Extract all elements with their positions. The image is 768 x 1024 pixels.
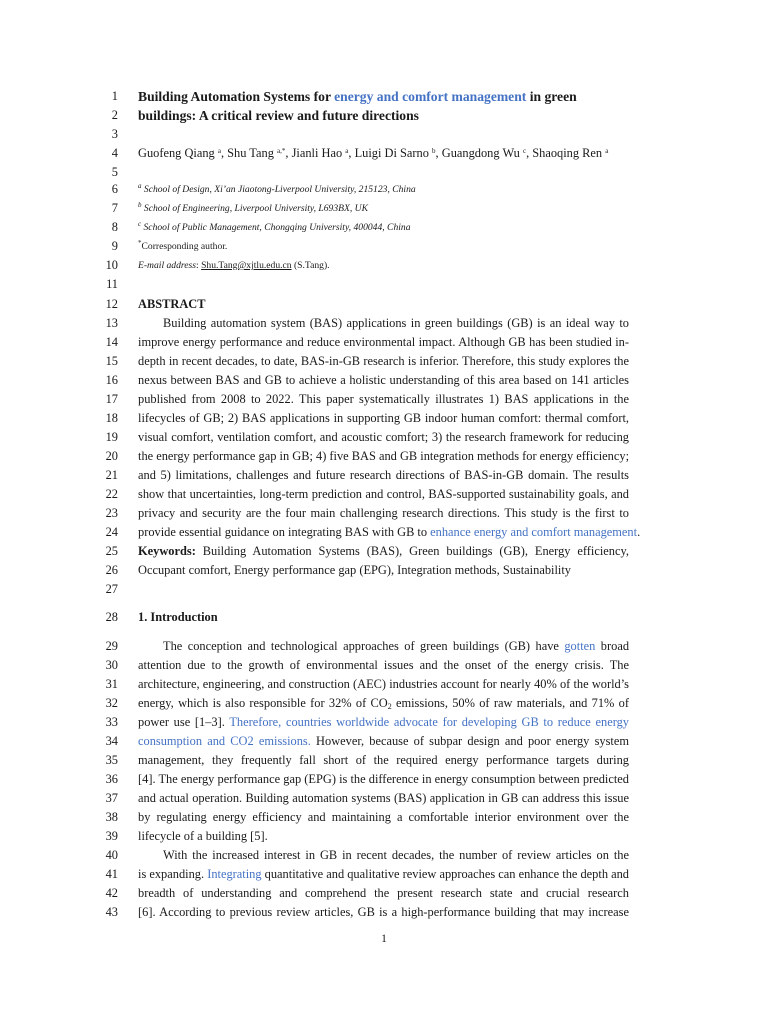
abstract-text: improve energy performance and reduce environmental impact. Although GB has been studied in-: [138, 335, 629, 349]
author-name: Jianli Hao: [291, 146, 343, 160]
intro-text: quantitative and qualitative review approaches can enhance the depth and: [261, 867, 629, 881]
author-line: [0, 144, 768, 163]
abstract-text: privacy and security are the four main challenging research directions. This study is the first to: [138, 506, 629, 520]
intro-text: emissions, 50% of raw materials, and 71% of: [391, 696, 629, 710]
line-number-row: [0, 580, 768, 599]
line-number: 19: [105, 430, 118, 444]
author-name: Shaoqing Ren: [532, 146, 603, 160]
line-number: 9: [111, 239, 118, 253]
intro-highlight: consumption and CO2 emissions.: [138, 734, 311, 748]
abstract-line: [0, 333, 768, 352]
line-number: 39: [105, 829, 118, 843]
intro-text: management, they frequently fall short of the required energy performance targets during: [138, 753, 629, 767]
intro-line: [0, 656, 768, 675]
line-number-row: [0, 125, 768, 144]
title-text: buildings: A critical review and future directions: [138, 108, 419, 123]
title-line-2: [0, 106, 768, 125]
line-number: 17: [105, 392, 118, 406]
intro-highlight: gotten: [564, 639, 596, 653]
intro-text: However, because of subpar design and poor energy system: [310, 734, 629, 748]
email-link[interactable]: Shu.Tang@xjtlu.edu.cn: [201, 260, 292, 271]
corresponding-sup: *: [138, 239, 142, 247]
line-number: 37: [105, 791, 118, 805]
line-number: 30: [105, 658, 118, 672]
intro-text: breadth of understanding and comprehend the present research state and crucial research: [138, 886, 629, 900]
title-part: Building Automation Systems for: [138, 89, 335, 104]
line-number-row: [0, 275, 768, 294]
abstract-text: and 5) limitations, challenges and future research directions of BAS-in-GB domain. The results: [138, 468, 629, 482]
line-number: 35: [105, 753, 118, 767]
intro-line: [0, 751, 768, 770]
author-affiliation-sup: a: [217, 147, 221, 155]
line-number: 15: [105, 354, 118, 368]
line-number: 8: [111, 220, 118, 234]
abstract-line: [0, 409, 768, 428]
line-number: 23: [105, 506, 118, 520]
abstract-text: depth in recent decades, to date, BAS-in-GB research is inferior. Therefore, this study explores the: [138, 354, 629, 368]
abstract-line: [0, 371, 768, 390]
abstract-line: [0, 447, 768, 466]
line-number: 24: [105, 525, 118, 539]
intro-line: [0, 789, 768, 808]
intro-line: [0, 713, 768, 732]
email-suffix: (S.Tang).: [291, 260, 330, 271]
abstract-highlight: enhance energy and comfort management: [430, 525, 638, 539]
line-number: 12: [105, 297, 118, 311]
abstract-text: .: [637, 525, 641, 539]
affiliation-sup: a: [138, 182, 142, 190]
line-number: 14: [105, 335, 118, 349]
line-number: 1: [111, 89, 118, 103]
intro-heading: [0, 608, 768, 627]
keywords-line-1: [0, 542, 768, 561]
affiliation-c: [0, 218, 768, 237]
line-number: 21: [105, 468, 118, 482]
corresponding-text: Corresponding author.: [141, 241, 228, 252]
line-number: 41: [105, 867, 118, 881]
abstract-line: [0, 466, 768, 485]
abstract-text: nexus between BAS and GB to achieve a holistic understanding of this area based on 141 articles: [138, 373, 629, 387]
line-number: 2: [111, 108, 118, 122]
title-highlight: energy and comfort management: [334, 89, 527, 104]
intro-text: broad: [595, 639, 629, 653]
email-line: [0, 256, 768, 275]
line-number: 22: [105, 487, 118, 501]
intro-line: [0, 637, 768, 656]
intro-text: The conception and technological approaches of green buildings (GB) have: [163, 639, 565, 653]
intro-text: is expanding.: [138, 867, 208, 881]
line-number: 42: [105, 886, 118, 900]
intro-text: energy, which is also responsible for 32% of CO: [138, 696, 388, 710]
line-number: 13: [105, 316, 118, 330]
intro-line: [0, 827, 768, 846]
author-affiliation-sup: c: [522, 147, 527, 155]
title-line-1: [0, 87, 768, 106]
keywords-text: Occupant comfort, Energy performance gap (EPG), Integration methods, Sustainability: [138, 563, 571, 577]
intro-text: [6]. According to previous review articles, GB is a high-performance building that may increase: [138, 905, 629, 919]
page-number: 1: [381, 933, 387, 945]
keywords-label: Keywords:: [138, 544, 196, 558]
intro-line: [0, 770, 768, 789]
intro-text: power use [1–3].: [138, 715, 230, 729]
abstract-text: visual comfort, ventilation comfort, and acoustic comfort; 3) the research framework for reducing: [138, 430, 629, 444]
affiliation-sup: c: [138, 220, 142, 228]
affiliation-b: [0, 199, 768, 218]
line-number: 7: [111, 201, 118, 215]
intro-line: [0, 865, 768, 884]
abstract-line: [0, 352, 768, 371]
intro-line: [0, 694, 768, 713]
line-number: 20: [105, 449, 118, 463]
author-affiliation-sup: b: [432, 147, 436, 155]
line-number: 18: [105, 411, 118, 425]
abstract-line: [0, 314, 768, 333]
line-number: 43: [105, 905, 118, 919]
intro-heading-text: 1. Introduction: [138, 610, 218, 624]
intro-text: attention due to the growth of environmental issues and the onset of the energy crisis. The: [138, 658, 629, 672]
email-sep: :: [196, 260, 202, 271]
abstract-line: [0, 390, 768, 409]
author-affiliation-sup: a: [605, 147, 609, 155]
author-list: Guofeng Qiang $^a$, Shu Tang $^{a,*}$, Jianli Hao $^a$, Luigi Di Sarno $^b$, Guangdong Wu $^c$, Shaoqing Ren $^a$: [138, 146, 609, 160]
line-number: 28: [105, 610, 118, 624]
abstract-line: [0, 485, 768, 504]
line-number: 16: [105, 373, 118, 387]
line-number: 5: [111, 165, 118, 179]
intro-line: [0, 846, 768, 865]
abstract-text: show that uncertainties, long-term prediction and control, BAS-supported sustainability goals, and: [138, 487, 629, 501]
abstract-line: [0, 428, 768, 447]
intro-highlight: Integrating: [207, 867, 262, 881]
intro-text: and actual operation. Building automation systems (BAS) application in GB can address this issue: [138, 791, 629, 805]
line-number: 40: [105, 848, 118, 862]
line-number: 26: [105, 563, 118, 577]
author-affiliation-sup: a: [345, 147, 349, 155]
author-affiliation-sup: a,*: [277, 147, 286, 155]
keywords-text: Building Automation Systems (BAS), Green buildings (GB), Energy efficiency,: [195, 544, 629, 558]
line-number: 29: [105, 639, 118, 653]
line-number: 27: [105, 582, 118, 596]
intro-highlight: Therefore, countries worldwide advocate for developing GB to reduce energy: [229, 715, 629, 729]
email-label: E-mail address: [138, 260, 197, 271]
intro-text: [4]. The energy performance gap (EPG) is the difference in energy consumption between predicted: [138, 772, 629, 786]
line-number: 3: [111, 127, 118, 141]
line-number: 11: [106, 277, 118, 291]
affiliation-text: School of Public Management, Chongqing University, 400044, China: [141, 222, 411, 233]
intro-text: With the increased interest in GB in recent decades, the number of review articles on the: [163, 848, 629, 862]
affiliation-text: School of Design, Xi’an Jiaotong-Liverpool University, 215123, China: [141, 184, 416, 195]
abstract-text: published from 2008 to 2022. This paper systematically illustrates 1) BAS applications in the: [138, 392, 629, 406]
affiliation-sup: b: [138, 201, 142, 209]
abstract-line: [0, 504, 768, 523]
abstract-text: lifecycles of GB; 2) BAS applications in supporting GB indoor human comfort: thermal comfort,: [138, 411, 629, 425]
line-number: 32: [105, 696, 118, 710]
intro-line: [0, 903, 768, 922]
affiliation-text: School of Engineering, Liverpool University, L693BX, UK: [141, 203, 368, 214]
intro-text: by regulating energy efficiency and maintaining a comfortable interior environment over the: [138, 810, 629, 824]
line-number: 33: [105, 715, 118, 729]
author-name: Shu Tang: [227, 146, 274, 160]
corresponding-author: [0, 237, 768, 256]
intro-line: [0, 884, 768, 903]
abstract-text: provide essential guidance on integrating BAS with GB to: [138, 525, 431, 539]
line-number: 38: [105, 810, 118, 824]
line-number: 36: [105, 772, 118, 786]
intro-text: architecture, engineering, and construction (AEC) industries account for nearly 40% of the world’s: [138, 677, 629, 691]
line-number: 10: [105, 258, 118, 272]
intro-text: lifecycle of a building [5].: [138, 829, 268, 843]
author-name: Guangdong Wu: [441, 146, 520, 160]
abstract-text: Building automation system (BAS) applications in green buildings (GB) is an ideal way to: [163, 316, 629, 330]
author-name: Guofeng Qiang: [138, 146, 215, 160]
intro-line: [0, 732, 768, 751]
line-number: 31: [105, 677, 118, 691]
line-number: 6: [111, 182, 118, 196]
title-part: in green: [526, 89, 577, 104]
abstract-heading: [0, 295, 768, 314]
line-number: 34: [105, 734, 118, 748]
intro-subscript: 2: [387, 702, 392, 711]
intro-line: [0, 675, 768, 694]
affiliation-a: [0, 180, 768, 199]
abstract-last-line: [0, 523, 768, 542]
abstract-heading-text: ABSTRACT: [138, 297, 206, 311]
abstract-text: the energy performance gap in GB; 4) five BAS and GB integration methods for energy efficiency;: [138, 449, 629, 463]
intro-line: [0, 808, 768, 827]
line-number: 4: [111, 146, 118, 160]
line-number: 25: [105, 544, 118, 558]
keywords-line-2: [0, 561, 768, 580]
author-name: Luigi Di Sarno: [354, 146, 429, 160]
